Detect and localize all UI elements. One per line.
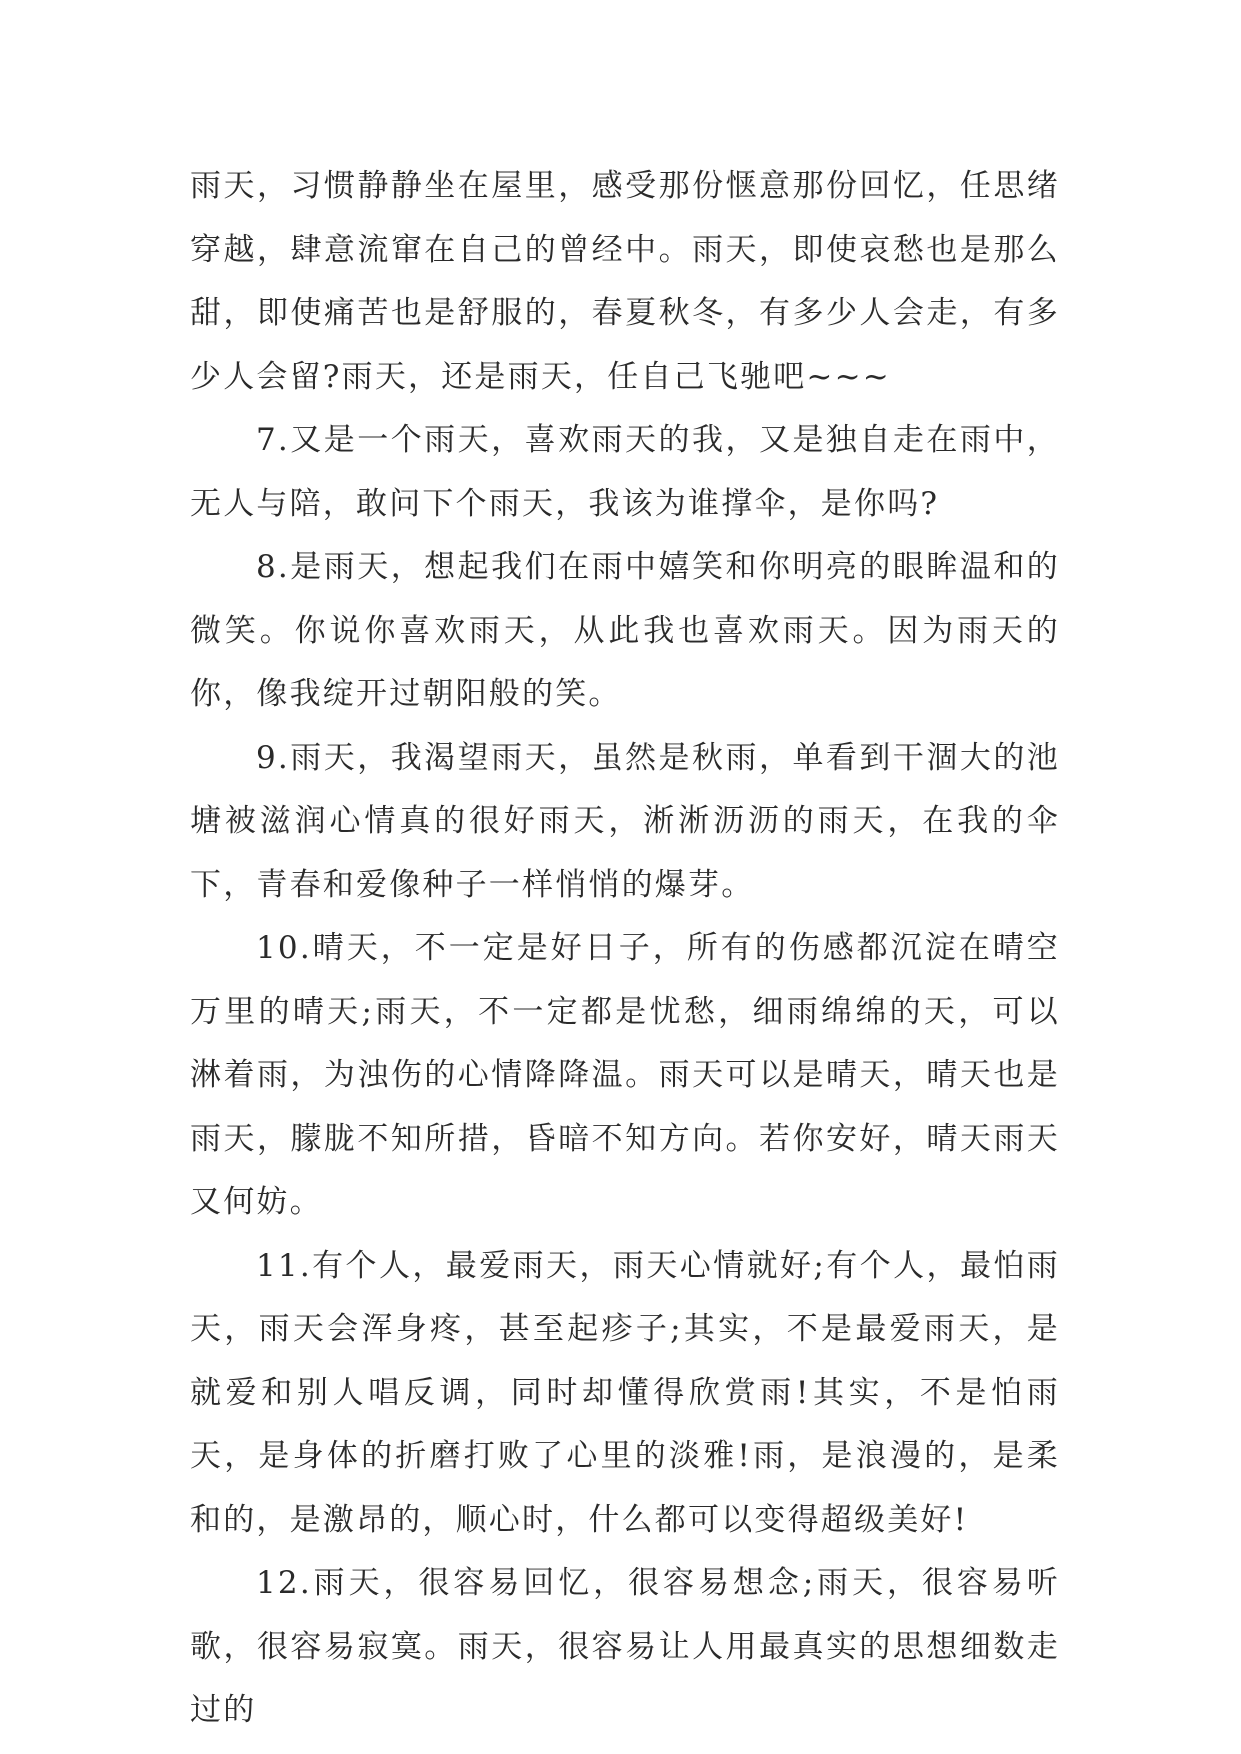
paragraph-8: 8.是雨天，想起我们在雨中嬉笑和你明亮的眼眸温和的微笑。你说你喜欢雨天，从此我也喜欢雨天。因为雨天的你，像我绽开过朝阳般的笑。 xyxy=(190,549,1060,712)
paragraph-7: 7.又是一个雨天，喜欢雨天的我，又是独自走在雨中，无人与陪，敢问下个雨天，我该为谁撑伞，是你吗? xyxy=(190,422,1060,522)
paragraph-intro: 雨天，习惯静静坐在屋里，感受那份惬意那份回忆，任思绪穿越，肆意流窜在自己的曾经中。雨天，即使哀愁也是那么甜，即使痛苦也是舒服的，春夏秋冬，有多少人会走，有多少人会留?雨天，还是雨天，任自己飞驰吧~~~ xyxy=(190,168,1060,395)
paragraph-10: 10.晴天，不一定是好日子，所有的伤感都沉淀在晴空万里的晴天;雨天，不一定都是忧愁，细雨绵绵的天，可以淋着雨，为浊伤的心情降降温。雨天可以是晴天，晴天也是雨天，朦胧不知所措，昏暗不知方向。若你安好，晴天雨天又何妨。 xyxy=(190,930,1060,1220)
paragraph-12: 12.雨天，很容易回忆，很容易想念;雨天，很容易听歌，很容易寂寞。雨天，很容易让人用最真实的思想细数走过的 xyxy=(190,1565,1060,1728)
document-body xyxy=(190,155,1060,1743)
paragraph-9: 9.雨天，我渴望雨天，虽然是秋雨，单看到干涸大的池塘被滋润心情真的很好雨天，淅淅沥沥的雨天，在我的伞下，青春和爱像种子一样悄悄的爆芽。 xyxy=(190,739,1060,903)
paragraph-11: 11.有个人，最爱雨天，雨天心情就好;有个人，最怕雨天，雨天会浑身疼，甚至起疹子;其实，不是最爱雨天，是就爱和别人唱反调，同时却懂得欣赏雨!其实，不是怕雨天，是身体的折磨打败了心里的淡雅!雨，是浪漫的，是柔和的，是激昂的，顺心时，什么都可以变得超级美好! xyxy=(190,1247,1060,1538)
